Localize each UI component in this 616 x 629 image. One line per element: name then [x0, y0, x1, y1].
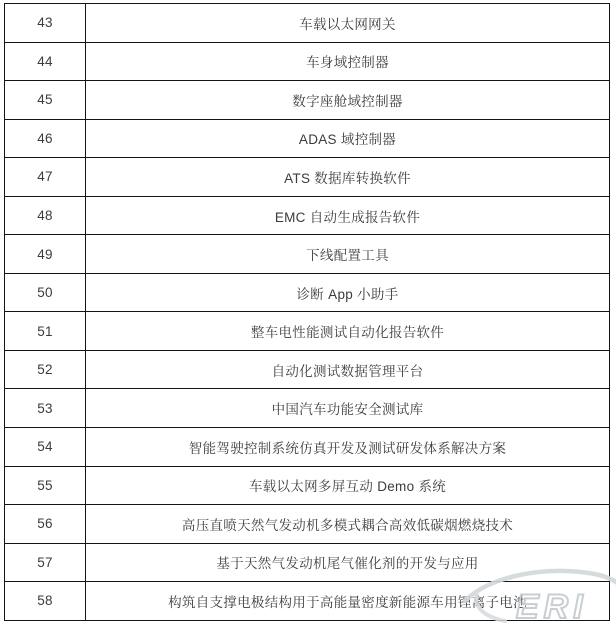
- table-row: [5, 119, 610, 158]
- table-row: [5, 389, 610, 428]
- row-name: 下线配置工具: [86, 235, 610, 274]
- row-name: 自动化测试数据管理平台: [86, 350, 610, 389]
- row-name: 数字座舱域控制器: [86, 81, 610, 120]
- table-row: [5, 582, 610, 621]
- watermark-text: ERI: [516, 588, 588, 626]
- row-name: ADAS 域控制器: [86, 119, 610, 158]
- table-row: [5, 428, 610, 467]
- row-number: 43: [5, 4, 86, 43]
- row-number: 52: [5, 350, 86, 389]
- row-name: 基于天然气发动机尾气催化剂的开发与应用: [86, 543, 610, 582]
- row-number: 58: [5, 582, 86, 621]
- row-name: 车载以太网网关: [86, 4, 610, 43]
- row-name: 整车电性能测试自动化报告软件: [86, 312, 610, 351]
- row-name: 高压直喷天然气发动机多模式耦合高效低碳烟燃烧技术: [86, 505, 610, 544]
- row-number: 47: [5, 158, 86, 197]
- row-name: 构筑自支撑电极结构用于高能量密度新能源车用锂离子电池: [86, 582, 610, 621]
- row-number: 57: [5, 543, 86, 582]
- row-number: 56: [5, 505, 86, 544]
- row-number: 44: [5, 42, 86, 81]
- table-row: [5, 4, 610, 43]
- table-row: [5, 235, 610, 274]
- row-number: 49: [5, 235, 86, 274]
- table-row: [5, 158, 610, 197]
- row-name: 诊断 App 小助手: [86, 273, 610, 312]
- catalog-table: [4, 3, 610, 621]
- row-number: 55: [5, 466, 86, 505]
- table-row: [5, 42, 610, 81]
- table-row: [5, 350, 610, 389]
- row-number: 48: [5, 196, 86, 235]
- row-name: 车身域控制器: [86, 42, 610, 81]
- table-row: [5, 81, 610, 120]
- row-number: 51: [5, 312, 86, 351]
- row-number: 53: [5, 389, 86, 428]
- table-row: [5, 543, 610, 582]
- row-name: 中国汽车功能安全测试库: [86, 389, 610, 428]
- table-row: [5, 505, 610, 544]
- row-name: EMC 自动生成报告软件: [86, 196, 610, 235]
- table-row: [5, 273, 610, 312]
- table-row: [5, 312, 610, 351]
- table-row: [5, 466, 610, 505]
- row-name: ATS 数据库转换软件: [86, 158, 610, 197]
- row-number: 54: [5, 428, 86, 467]
- row-name: 智能驾驶控制系统仿真开发及测试研发体系解决方案: [86, 428, 610, 467]
- row-name: 车载以太网多屏互动 Demo 系统: [86, 466, 610, 505]
- table-body: [5, 4, 610, 621]
- row-number: 50: [5, 273, 86, 312]
- row-number: 45: [5, 81, 86, 120]
- table-row: [5, 196, 610, 235]
- row-number: 46: [5, 119, 86, 158]
